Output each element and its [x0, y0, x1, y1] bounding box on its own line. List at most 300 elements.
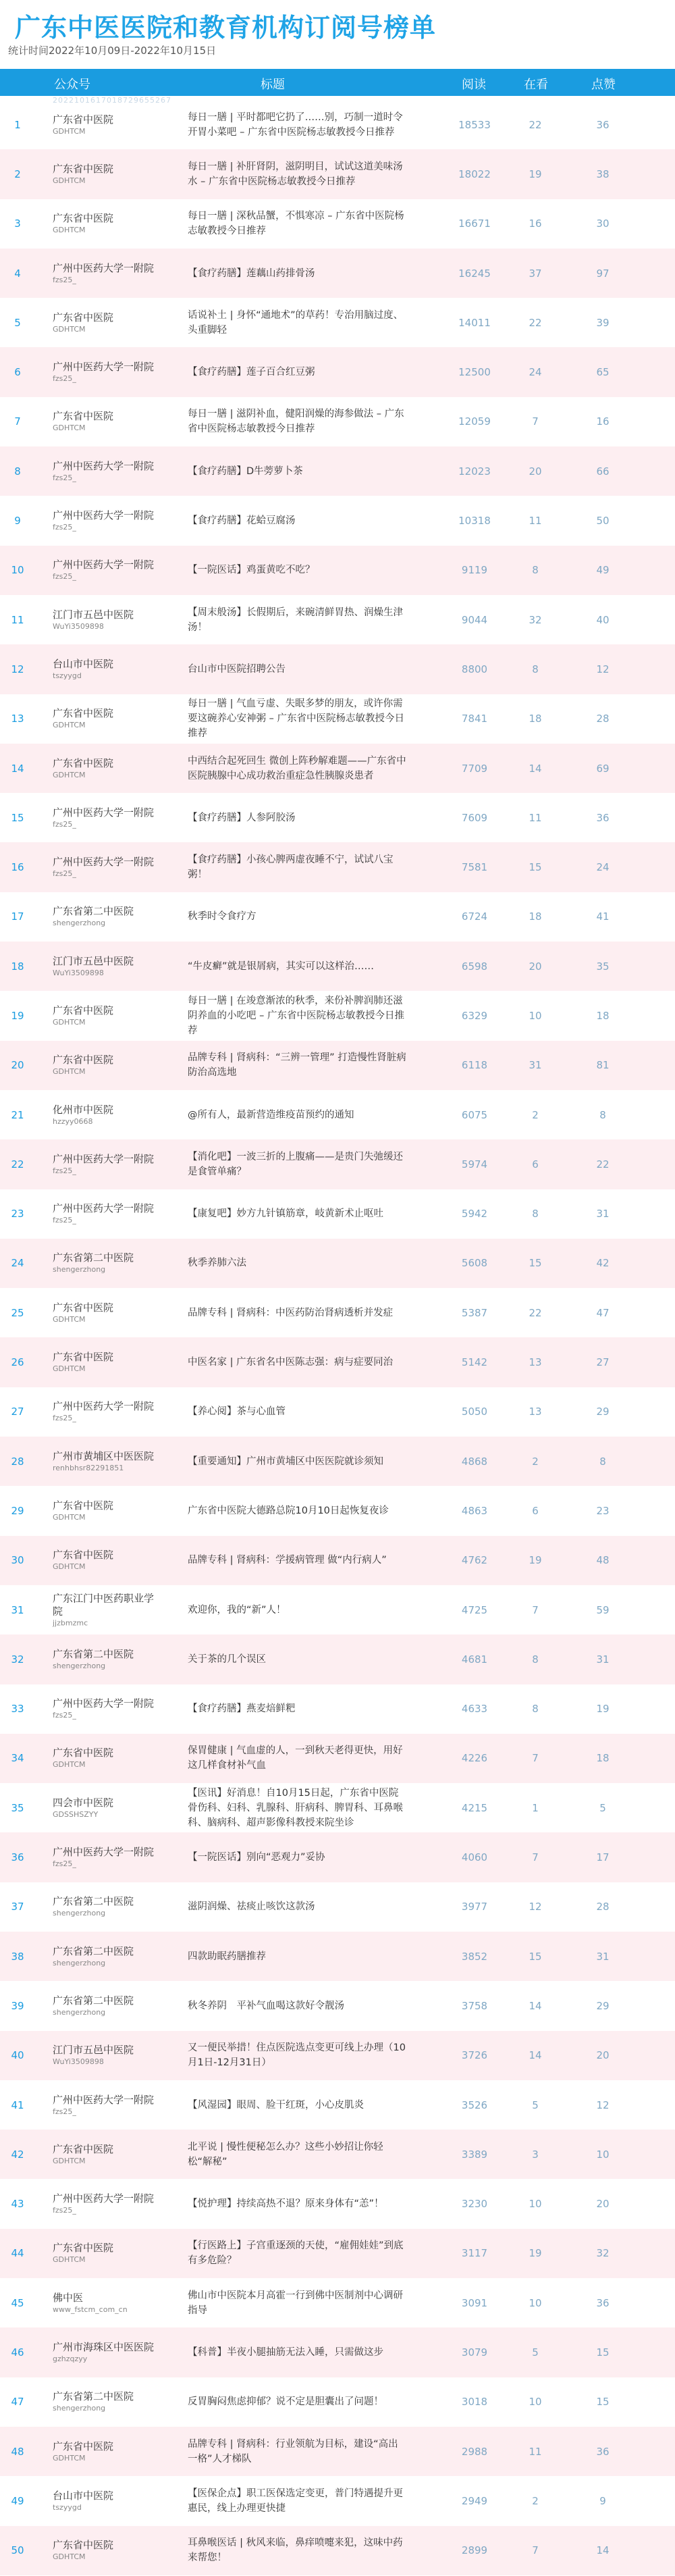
rank-number: 17 [11, 910, 24, 923]
looking-count: 18 [529, 713, 542, 725]
table-row[interactable] [0, 2229, 675, 2278]
table-row[interactable] [0, 991, 675, 1040]
read-count: 7841 [461, 713, 488, 725]
rank-number: 44 [11, 2247, 24, 2260]
like-count: 42 [596, 1257, 610, 1270]
rank-number: 47 [11, 2396, 24, 2408]
like-count: 22 [596, 1158, 610, 1170]
account-cell [53, 1302, 154, 1324]
account-cell [53, 2044, 154, 2067]
looking-count: 31 [529, 1059, 542, 1072]
table-row[interactable] [0, 1981, 675, 2030]
table-row[interactable] [0, 347, 675, 396]
table-row[interactable] [0, 1634, 675, 1684]
read-count: 4681 [461, 1653, 488, 1666]
account-cell [53, 1004, 154, 1027]
account-name: 广东省中医院 [53, 2440, 114, 2452]
article-title-link[interactable]: 【周末般汤】长假期后，来碗清鲜胃热、润燥生津汤！ [188, 607, 403, 633]
like-count: 36 [596, 2445, 610, 2458]
read-count: 12500 [458, 366, 491, 379]
article-title-link[interactable]: 【行医路上】子宫重逐颈的天使，“雇佣娃娃”到底有多危险？ [188, 2240, 404, 2267]
table-row[interactable] [0, 1783, 675, 1832]
like-count: 10 [596, 2148, 610, 2161]
table-row[interactable] [0, 942, 675, 991]
article-title-link[interactable]: 【一院医话】别向“恶观力”妥协 [188, 1852, 325, 1863]
article-title-link[interactable]: 【食疗药膳】人参阿胶汤 [188, 812, 296, 823]
account-id: GDHTCM [53, 1562, 86, 1572]
looking-count: 19 [529, 1554, 542, 1567]
account-id: fzs25_ [53, 1414, 76, 1423]
table-row[interactable] [0, 1288, 675, 1337]
looking-count: 7 [532, 1851, 539, 1864]
article-title-link[interactable]: 话说补土 | 身怀“通地术”的草药！专治用脑过度、头重脚轻 [188, 309, 404, 336]
table-row[interactable] [0, 2327, 675, 2377]
account-name: 广东省中医院 [53, 1747, 114, 1759]
table-row[interactable] [0, 1337, 675, 1387]
rank-number: 38 [11, 1950, 24, 1963]
table-row[interactable] [0, 2179, 675, 2228]
article-title-link[interactable]: 【风湿园】眼周、脸干红斑，小心皮肌炎 [188, 2099, 364, 2111]
account-name: 广州中医药大学一附院 [53, 1846, 155, 1859]
table-row[interactable] [0, 2130, 675, 2179]
article-title-link[interactable]: 品牌专科 | 肾病科：行业领航为目标，建设“高出一格”人才梯队 [188, 2438, 398, 2465]
article-title-link[interactable]: 品牌专科 | 肾病科：中医药防治肾病透析并发症 [188, 1307, 394, 1318]
like-count: 47 [596, 1306, 610, 1319]
rank-number: 7 [14, 415, 21, 428]
table-row[interactable] [0, 2278, 675, 2327]
article-title-link[interactable]: 每日一膳 | 在竣意渐浓的秋季，来份补脾润肺还滋阴养血的小吃吧 – 广东省中医院杨志敏教授今日推荐 [188, 995, 404, 1036]
account-cell [53, 707, 154, 730]
table-row[interactable] [0, 744, 675, 793]
rank-number: 20 [11, 1059, 24, 1072]
article-title-link[interactable]: 广东省中医院大德路总院10月10日起恢复夜诊 [188, 1505, 389, 1516]
article-title-link[interactable]: 反胃胸闷焦虑抑郁？说不定是胆囊出了问题！ [188, 2396, 383, 2408]
rank-number: 41 [11, 2098, 24, 2111]
read-count: 2988 [461, 2445, 488, 2458]
article-title-link[interactable]: 每日一膳 | 深秋品蟹，不惧寒凉 – 广东省中医院杨志敏教授今日推荐 [188, 211, 404, 237]
account-name: 广州市海珠区中医医院 [53, 2341, 155, 2353]
read-count: 5974 [461, 1158, 488, 1170]
account-cell [53, 1994, 154, 2017]
rank-number: 50 [11, 2544, 24, 2557]
account-cell [53, 1351, 154, 1374]
like-count: 29 [596, 1999, 610, 2012]
like-count: 18 [596, 1752, 610, 1765]
read-count: 4215 [461, 1801, 488, 1814]
account-cell [53, 1104, 154, 1127]
article-title-link[interactable]: 每日一膳 | 滋阴补血，健阳润燥的海参做法 – 广东省中医院杨志敏教授今日推荐 [188, 409, 404, 435]
read-count: 10318 [458, 515, 491, 527]
account-cell [53, 1846, 154, 1869]
account-id: shengerzhong [53, 1958, 106, 1967]
table-row[interactable] [0, 1832, 675, 1882]
rank-number: 24 [11, 1257, 24, 1270]
account-cell [53, 856, 154, 879]
account-cell [53, 1450, 154, 1473]
table-row[interactable] [0, 694, 675, 744]
account-id: GDHTCM [53, 1067, 86, 1077]
account-cell [53, 2490, 154, 2513]
account-cell [53, 361, 154, 384]
like-count: 41 [596, 910, 610, 923]
account-name: 广东省中医院 [53, 1499, 114, 1512]
like-count: 24 [596, 861, 610, 874]
like-count: 15 [596, 2346, 610, 2359]
looking-count: 8 [532, 1653, 539, 1666]
table-row[interactable] [0, 2080, 675, 2130]
like-count: 32 [596, 2247, 610, 2260]
article-title-link[interactable]: 【医讯】好消息！自10月15日起，广东省中医院骨伤科、妇科、乳腺科、肝病科、脾胃科、耳鼻喉科、脑病科、超声影像科教授来院坐诊 [188, 1787, 403, 1828]
article-title-link[interactable]: 品牌专科 | 肾病科：“三辨一管理” 打造慢性肾脏病防治高选地 [188, 1052, 406, 1079]
account-name: 广东省中医院 [53, 311, 114, 324]
like-count: 9 [599, 2494, 606, 2507]
table-row[interactable] [0, 199, 675, 249]
read-count: 4762 [461, 1554, 488, 1567]
like-count: 65 [596, 366, 610, 379]
account-cell [53, 2143, 154, 2166]
account-id: fzs25_ [53, 572, 76, 582]
account-cell [53, 1400, 154, 1423]
read-count: 3230 [461, 2198, 488, 2211]
rank-number: 43 [11, 2198, 24, 2211]
rank-number: 6 [14, 366, 21, 379]
account-id: fzs25_ [53, 2107, 76, 2116]
rank-number: 42 [11, 2148, 24, 2161]
table-row[interactable] [0, 298, 675, 347]
read-count: 4633 [461, 1703, 488, 1716]
article-title-link[interactable]: 佛山市中医院本月高霍一行到佛中医制剂中心调研指导 [188, 2290, 403, 2316]
account-name: 广东省第二中医院 [53, 2390, 134, 2403]
table-row[interactable] [0, 595, 675, 644]
account-id: gzhzqzyy [53, 2354, 88, 2363]
account-cell [53, 1252, 154, 1274]
account-name: 台山市中医院 [53, 657, 114, 670]
table-row[interactable] [0, 1437, 675, 1486]
read-count: 6075 [461, 1108, 488, 1121]
like-count: 49 [596, 564, 610, 577]
rank-number: 49 [11, 2494, 24, 2507]
account-name: 广州中医药大学一附院 [53, 261, 155, 274]
read-count: 3852 [461, 1950, 488, 1963]
table-row[interactable] [0, 1239, 675, 1288]
like-count: 12 [596, 2098, 610, 2111]
like-count: 23 [596, 1504, 610, 1517]
looking-count: 22 [529, 316, 542, 329]
table-row[interactable] [0, 892, 675, 942]
account-cell [53, 1797, 154, 1820]
read-count: 6598 [461, 960, 488, 973]
looking-count: 19 [529, 168, 542, 180]
article-title-link[interactable]: 【食疗药膳】莲藕山药排骨汤 [188, 267, 315, 279]
rank-number: 25 [11, 1306, 24, 1319]
read-count: 12059 [458, 415, 491, 428]
looking-count: 5 [532, 2098, 539, 2111]
like-count: 28 [596, 1901, 610, 1913]
read-count: 4226 [461, 1752, 488, 1765]
looking-count: 10 [529, 2396, 542, 2408]
article-title-link[interactable]: 欢迎你，我的“新”人！ [188, 1604, 286, 1616]
table-row[interactable] [0, 1139, 675, 1189]
account-cell [53, 609, 154, 632]
article-title-link[interactable]: 【科普】半夜小腿抽筋无法入睡，只需做这步 [188, 2347, 383, 2358]
table-row[interactable] [0, 100, 675, 149]
article-title-link[interactable]: 【食疗药膳】花蛤豆腐汤 [188, 515, 296, 527]
like-count: 15 [596, 2396, 610, 2408]
rank-number: 12 [11, 663, 24, 675]
account-name: 广州中医药大学一附院 [53, 1202, 155, 1215]
article-title-link[interactable]: 每日一膳 | 气血亏虚、失眠多梦的朋友，或许你需要这碗养心安神粥 – 广东省中医院杨志敏教授今日推荐 [188, 698, 404, 740]
account-name: 广东江门中医药职业学院 [53, 1592, 155, 1618]
account-cell [53, 2242, 154, 2265]
table-row[interactable] [0, 1585, 675, 1634]
looking-count: 3 [532, 2148, 539, 2161]
article-title-link[interactable]: @所有人，最新营造维疫苗预约的通知 [188, 1109, 354, 1120]
account-cell [53, 1697, 154, 1720]
read-count: 7581 [461, 861, 488, 874]
read-count: 4725 [461, 1603, 488, 1616]
table-row[interactable] [0, 1090, 675, 1139]
article-title-link[interactable]: 保胃健康 | 气血虚的人，一到秋天老得更快，用好这几样食材补气血 [188, 1745, 403, 1772]
looking-count: 14 [529, 762, 542, 775]
article-title-link[interactable]: 中西结合起死回生 微创上阵秒解难题——广东省中医院胰腺中心成功救治重症急性胰腺炎患者 [188, 755, 406, 781]
account-name: 广东省中医院 [53, 162, 114, 175]
account-cell [53, 757, 154, 780]
article-title-link[interactable]: 【一院医话】鸡蛋黄吃不吃？ [188, 565, 315, 576]
table-row[interactable] [0, 546, 675, 595]
table-row[interactable] [0, 397, 675, 446]
article-title-link[interactable]: 【食疗药膳】D牛蒡萝卜茶 [188, 465, 303, 477]
account-id: jjzbmzmc [53, 1618, 88, 1628]
page-title: 广东中医医院和教育机构订阅号榜单 [15, 13, 437, 43]
like-count: 38 [596, 168, 610, 180]
account-id: WuYi3509898 [53, 621, 104, 631]
looking-count: 20 [529, 465, 542, 478]
article-title-link[interactable]: 品牌专科 | 肾病科：学援病管理 做“内行病人” [188, 1555, 387, 1566]
account-cell [53, 2539, 154, 2562]
article-title-link[interactable]: 每日一膳 | 补肝肾阴，滋阴明目，试试这道美味汤水 – 广东省中医院杨志敏教授今日推荐 [188, 161, 403, 187]
account-cell [53, 1549, 154, 1572]
looking-count: 11 [529, 2445, 542, 2458]
rank-number: 35 [11, 1801, 24, 1814]
account-name: 江门市五邑中医院 [53, 608, 134, 621]
account-name: 江门市五邑中医院 [53, 2044, 134, 2057]
read-count: 5050 [461, 1406, 488, 1418]
like-count: 97 [596, 267, 610, 280]
article-title-link[interactable]: 【康复吧】妙方九针镇筋章，岐黄新术止呕吐 [188, 1208, 383, 1220]
account-id: fzs25_ [53, 1859, 76, 1869]
rank-number: 9 [14, 515, 21, 527]
like-count: 36 [596, 2296, 610, 2309]
article-title-link[interactable]: 【悦护理】持续高热不退？原来身体有“恙”！ [188, 2198, 384, 2210]
table-row[interactable] [0, 1882, 675, 1932]
account-name: 广东省第二中医院 [53, 1895, 134, 1908]
ranking-table [0, 100, 675, 2575]
read-count: 12023 [458, 465, 491, 478]
looking-count: 1 [532, 1801, 539, 1814]
rank-number: 40 [11, 2049, 24, 2062]
read-count: 8800 [461, 663, 488, 675]
rank-number: 18 [11, 960, 24, 973]
looking-count: 8 [532, 663, 539, 675]
account-id: WuYi3509898 [53, 2057, 104, 2067]
table-row[interactable] [0, 249, 675, 298]
table-row[interactable] [0, 2031, 675, 2080]
like-count: 66 [596, 465, 610, 478]
table-row[interactable] [0, 1932, 675, 1981]
table-row[interactable] [0, 1486, 675, 1535]
account-id: shengerzhong [53, 1265, 106, 1274]
article-title-link[interactable]: 秋季时令食疗方 [188, 911, 256, 923]
table-row[interactable] [0, 149, 675, 199]
table-row[interactable] [0, 496, 675, 545]
table-row[interactable] [0, 1684, 675, 1734]
account-id: GDHTCM [53, 423, 86, 433]
account-cell [53, 2341, 154, 2364]
account-id: fzs25_ [53, 523, 76, 532]
like-count: 8 [599, 1108, 606, 1121]
article-title-link[interactable]: 北平说 | 慢性便秘怎么办？这些小妙招让你轻松“解秘” [188, 2141, 383, 2167]
stat-period: 统计时间2022年10月09日-2022年10月15日 [8, 45, 217, 57]
table-row[interactable] [0, 644, 675, 694]
account-cell [53, 1054, 154, 1077]
account-name: 广州中医药大学一附院 [53, 1697, 155, 1710]
article-title-link[interactable]: 关于茶的几个误区 [188, 1653, 266, 1665]
looking-count: 22 [529, 118, 542, 131]
table-header [0, 69, 675, 96]
looking-count: 7 [532, 1752, 539, 1765]
table-row[interactable] [0, 1387, 675, 1437]
article-title-link[interactable]: 【医保企点】职工医保选定变更，普门特遇提升更惠民，线上办理更快捷 [188, 2488, 403, 2514]
account-cell [53, 1202, 154, 1225]
looking-count: 24 [529, 366, 542, 379]
read-count: 5942 [461, 1208, 488, 1220]
article-title-link[interactable]: 每日一膳 | 平时都吧它扔了……别，巧制一道时令开胃小菜吧 – 广东省中医院杨志敏教授今日推荐 [188, 111, 403, 138]
article-title-link[interactable]: 秋冬养阴 平补气血喝这款好令靓汤 [188, 2000, 344, 2011]
looking-count: 20 [529, 960, 542, 973]
table-row[interactable] [0, 793, 675, 842]
account-name: 佛中医 [53, 2291, 84, 2304]
read-count: 3079 [461, 2346, 488, 2359]
account-id: fzs25_ [53, 1166, 76, 1175]
like-count: 17 [596, 1851, 610, 1864]
article-title-link[interactable]: 滋阴润燥、祛痰止咳饮这款汤 [188, 1901, 315, 1913]
table-row[interactable] [0, 1189, 675, 1239]
looking-count: 10 [529, 1009, 542, 1022]
account-id: fzs25_ [53, 473, 76, 482]
table-row[interactable] [0, 2427, 675, 2476]
account-name: 广州中医药大学一附院 [53, 1152, 155, 1165]
account-name: 化州市中医院 [53, 1103, 114, 1116]
account-name: 江门市五邑中医院 [53, 954, 134, 967]
article-title-link[interactable]: 台山市中医院招聘公告 [188, 663, 286, 675]
like-count: 36 [596, 118, 610, 131]
account-name: 台山市中医院 [53, 2489, 114, 2502]
looking-count: 7 [532, 415, 539, 428]
account-cell [53, 1499, 154, 1522]
looking-count: 6 [532, 1504, 539, 1517]
rank-number: 15 [11, 811, 24, 824]
account-cell [53, 311, 154, 334]
article-title-link[interactable]: 【消化吧】一波三折的上腹痛——是贵门失弛缓还是食管单痛？ [188, 1151, 403, 1177]
like-count: 40 [596, 613, 610, 626]
rank-number: 34 [11, 1752, 24, 1765]
article-title-link[interactable]: 秋季养肺六法 [188, 1258, 246, 1269]
account-id: GDHTCM [53, 2552, 86, 2562]
table-row[interactable] [0, 1041, 675, 1090]
account-name: 广州中医药大学一附院 [53, 2093, 155, 2106]
account-id: GDSSHSZYY [53, 1809, 99, 1819]
rank-number: 22 [11, 1158, 24, 1170]
like-count: 18 [596, 1009, 610, 1022]
looking-count: 7 [532, 2544, 539, 2557]
looking-count: 12 [529, 1901, 542, 1913]
rank-number: 10 [11, 564, 24, 577]
rank-number: 28 [11, 1455, 24, 1468]
article-title-link[interactable]: 中医名家 | 广东省名中医陈志强：病与症要同治 [188, 1357, 394, 1368]
read-count: 3091 [461, 2296, 488, 2309]
rank-number: 45 [11, 2296, 24, 2309]
article-title-link[interactable]: 【养心阅】茶与心血管 [188, 1406, 286, 1418]
read-count: 3389 [461, 2148, 488, 2161]
table-row[interactable] [0, 2526, 675, 2575]
rank-number: 27 [11, 1406, 24, 1418]
article-title-link[interactable]: “牛皮癣”就是银屑病，其实可以这样治…… [188, 960, 375, 972]
account-id: shengerzhong [53, 919, 106, 928]
article-title-link[interactable]: 又一便民举措！住点医院选点变更可线上办理（10月1日-12月31日） [188, 2042, 406, 2069]
looking-count: 22 [529, 1306, 542, 1319]
account-name: 广东省中医院 [53, 1004, 114, 1016]
table-row[interactable] [0, 842, 675, 892]
looking-count: 15 [529, 1257, 542, 1270]
account-name: 广州中医药大学一附院 [53, 1400, 155, 1413]
account-id: WuYi3509898 [53, 968, 104, 977]
article-title-link[interactable]: 耳鼻喉医话 | 秋风来临，鼻痒喷嚏来犯，这味中药来帮您！ [188, 2538, 403, 2564]
like-count: 59 [596, 1603, 610, 1616]
article-title-link[interactable]: 【食疗药膳】莲子百合红豆粥 [188, 367, 315, 378]
account-id: fzs25_ [53, 1216, 76, 1225]
table-row[interactable] [0, 1536, 675, 1585]
col-reads: 阅读 [462, 78, 486, 92]
table-row[interactable] [0, 446, 675, 496]
account-id: shengerzhong [53, 2404, 106, 2413]
read-count: 2899 [461, 2544, 488, 2557]
account-name: 广州中医药大学一附院 [53, 2192, 155, 2205]
read-count: 3726 [461, 2049, 488, 2062]
looking-count: 19 [529, 2247, 542, 2260]
account-cell [53, 2440, 154, 2463]
account-cell [53, 658, 154, 681]
rank-number: 30 [11, 1554, 24, 1567]
account-cell [53, 905, 154, 928]
looking-count: 11 [529, 515, 542, 527]
account-name: 广东省中医院 [53, 2242, 114, 2255]
looking-count: 11 [529, 811, 542, 824]
account-name: 广东省第二中医院 [53, 1252, 134, 1264]
account-name: 广州中医药大学一附院 [53, 361, 155, 373]
table-row[interactable] [0, 1734, 675, 1783]
rank-number: 8 [14, 465, 21, 478]
article-title-link[interactable]: 【食疗药膳】小孩心脾两虚夜睡不宁，试试八宝粥！ [188, 854, 394, 881]
table-row[interactable] [0, 2476, 675, 2525]
article-title-link[interactable]: 四款助眠药膳推荐 [188, 1951, 266, 1962]
table-row[interactable] [0, 2377, 675, 2427]
like-count: 5 [599, 1801, 606, 1814]
account-name: 广东省中医院 [53, 1351, 114, 1364]
account-cell [53, 460, 154, 483]
article-title-link[interactable]: 【重要通知】广州市黄埔区中医医院就诊须知 [188, 1456, 383, 1467]
account-cell [53, 806, 154, 829]
article-title-link[interactable]: 【食疗药膳】燕麦焙鲜粑 [188, 1703, 296, 1715]
